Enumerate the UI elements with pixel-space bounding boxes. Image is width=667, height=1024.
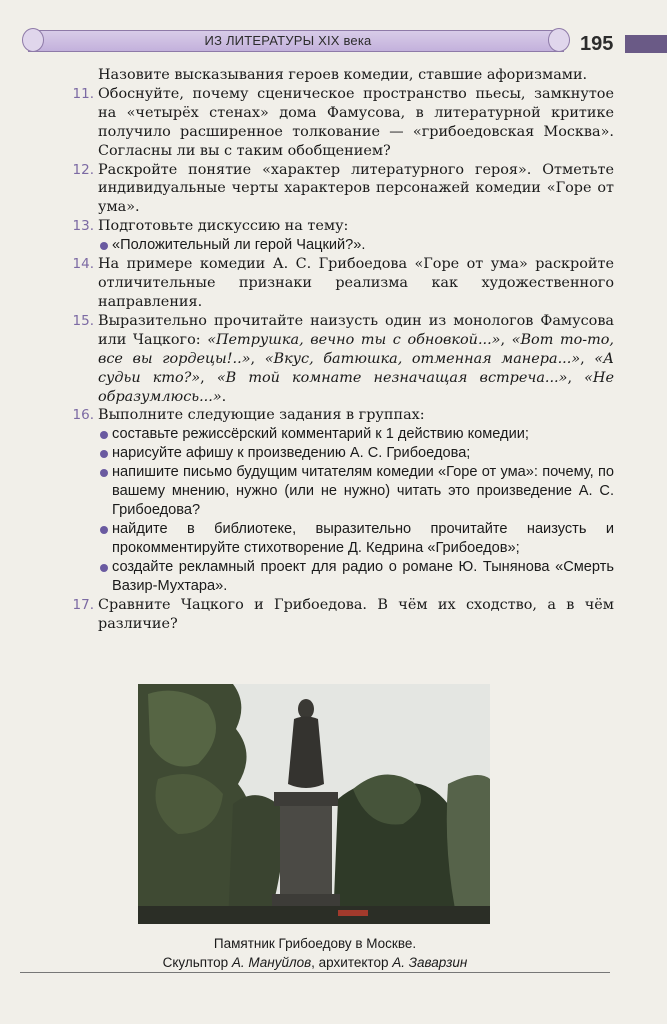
ribbon-curl-right xyxy=(548,28,570,52)
footer-divider xyxy=(20,972,610,973)
caption-title: Памятник Грибоедову в Москве. xyxy=(213,936,417,951)
photo-caption xyxy=(100,934,530,972)
question-text: Сравните Чацкого и Грибоедова. В чём их сходство, а в чём различие? xyxy=(98,597,614,633)
group-task: напишите письмо будущим читателям комедии «Горе от ума»: почему, по вашему мнению, нужно (или не нужно) читать это произведение А. С. Грибоедова? xyxy=(68,463,614,520)
question-number: 14. xyxy=(72,256,94,273)
monologue-quote: «Вкус, батюшка, отменная манера...» xyxy=(264,350,581,367)
question-text: Выразительно прочитайте наизусть один из монологов Фамусова или Чацкого: «Петрушка, вечно ты с обновкой...», «Вот то-то, все вы гордецы!..», «Вкус, батюшка, отменная манера...», «А судьи кто?», «В той комнате незначащая встреча...», «Не образумлюсь...». xyxy=(98,312,614,405)
architect-name: А. Заварзин xyxy=(392,955,468,970)
question-number: 12. xyxy=(72,161,94,178)
question-16 xyxy=(68,406,614,425)
question-14 xyxy=(68,255,614,312)
question-number: 16. xyxy=(72,407,94,424)
bullet-icon xyxy=(100,242,108,250)
bullet-icon xyxy=(100,469,108,477)
intro-paragraph: Назовите высказывания героев комедии, ставшие афоризмами. xyxy=(98,67,588,83)
question-number: 13. xyxy=(72,218,94,235)
page-header xyxy=(28,28,564,54)
bullet-icon xyxy=(100,526,108,534)
monologue-quote: «Не образумлюсь...» xyxy=(98,369,614,405)
bullet-icon xyxy=(100,431,108,439)
question-17 xyxy=(68,596,614,634)
group-task: нарисуйте афишу к произведению А. С. Грибоедова; xyxy=(68,444,614,463)
question-text: Выполните следующие задания в группах: xyxy=(98,407,425,424)
question-text: Обоснуйте, почему сценическое пространство пьесы, замкнутое на «четырёх стенах» дома Фамусова, в литературной критике получило расширенное толкование — «грибоедовская Москва». Согласны ли вы с таким обобщением? xyxy=(98,85,614,159)
ribbon-curl-left xyxy=(22,28,44,52)
section-title: ИЗ ЛИТЕРАТУРЫ XIX века xyxy=(204,33,372,48)
group-task: найдите в библиотеке, выразительно прочитайте наизусть и прокомментируйте стихотворение Д. Кедрина «Грибоедов»; xyxy=(68,520,614,558)
page-tab xyxy=(625,35,667,53)
caption-credits: Скульптор А. Мануйлов, архитектор А. Заварзин xyxy=(162,955,468,970)
discussion-topic: «Положительный ли герой Чацкий?». xyxy=(68,236,614,255)
sculptor-name: А. Мануйлов xyxy=(231,955,312,970)
question-number: 11. xyxy=(72,85,94,102)
questions-list xyxy=(68,66,614,634)
question-11 xyxy=(68,85,614,161)
group-task: создайте рекламный проект для радио о романе Ю. Тынянова «Смерть Вазир-Мухтара». xyxy=(68,558,614,596)
question-text: Раскройте понятие «характер литературного героя». Отметьте индивидуальные черты характеров персонажей комедии «Горе от ума». xyxy=(98,161,614,216)
question-number: 17. xyxy=(72,597,94,614)
page-number: 195 xyxy=(580,33,614,55)
group-task: составьте режиссёрский комментарий к 1 действию комедии; xyxy=(68,425,614,444)
monologue-quote: «Петрушка, вечно ты с обновкой...» xyxy=(207,331,501,348)
monologue-quote: «В той комнате незначащая встреча...» xyxy=(216,369,568,386)
question-12 xyxy=(68,161,614,218)
question-number: 15. xyxy=(72,312,94,329)
monument-photo xyxy=(138,684,490,924)
question-13 xyxy=(68,217,614,236)
monologue-quote: «Вот то-то, все вы гордецы!..» xyxy=(98,331,614,367)
monologue-quote: «А судьи кто?» xyxy=(98,350,614,386)
bullet-icon xyxy=(100,450,108,458)
monument-illustration xyxy=(138,684,490,924)
bullet-icon xyxy=(100,564,108,572)
question-15 xyxy=(68,312,614,407)
question-text: Подготовьте дискуссию на тему: xyxy=(98,218,349,235)
question-text: На примере комедии А. С. Грибоедова «Горе от ума» раскройте отличительные признаки реализма как художественного направления. xyxy=(98,256,614,310)
